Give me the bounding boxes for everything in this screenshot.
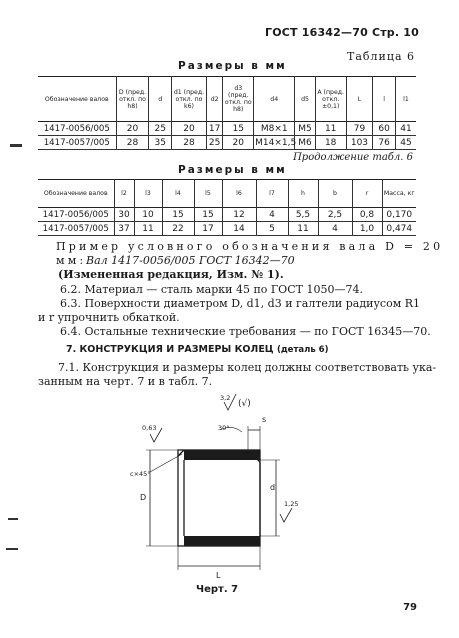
dimensions-table-1 (38, 76, 416, 150)
paragraph-6-4: 6.4. Остальные технические требования — по ГОСТ 16345—70. (60, 325, 431, 338)
table-header: d5 (295, 77, 316, 122)
paragraph-7-1-cont: занным на черт. 7 и в табл. 7. (38, 375, 213, 388)
table-header: D (пред. откл. по h8) (116, 77, 149, 122)
table-cell: 17 (206, 122, 222, 136)
roughness-main-label: 3,2 (220, 394, 231, 402)
page-header: ГОСТ 16342—70 Стр. 10 (264, 26, 419, 39)
table-header: d2 (206, 77, 222, 122)
table-cell: 1417-0057/005 (38, 136, 116, 150)
table1-caption: Размеры в мм (178, 60, 287, 72)
table-cell: 76 (373, 136, 396, 150)
table-cell: 35 (149, 136, 172, 150)
table-header: l6 (222, 180, 256, 208)
table-header: Масса, кг (382, 180, 416, 208)
table-row (38, 136, 416, 150)
table-header: d1 (пред. откл. по k6) (172, 77, 207, 122)
table-header: l2 (114, 180, 134, 208)
table-cell: M14×1,5 (255, 137, 297, 148)
figure-caption: Черт. 7 (196, 584, 239, 595)
table-cell: 20 (223, 136, 254, 150)
table-cell: 25 (149, 122, 172, 136)
table-header: l1 (395, 77, 416, 122)
table-cell: 79 (346, 122, 373, 136)
table-cell: M6 (295, 136, 316, 150)
table-cell: 22 (162, 222, 194, 236)
table-cell: 41 (395, 122, 416, 136)
scan-mark (6, 548, 18, 550)
dimensions-table-2 (38, 179, 416, 236)
angle-label: 30° (218, 424, 230, 432)
table-header: l4 (162, 180, 194, 208)
amendment-note: (Измененная редакция, Изм. № 1). (58, 268, 284, 281)
chamfer-roughness-label: 0,63 (142, 424, 157, 432)
table-cell: 28 (172, 136, 207, 150)
table-cell: 20 (172, 122, 207, 136)
table-header: l5 (194, 180, 222, 208)
table-cell: 2,5 (318, 208, 352, 222)
table-header: Обозначение валов (43, 190, 108, 197)
paragraph-6-3-cont: и r упрочнить обкаткой. (38, 311, 180, 324)
table-cell: 15 (194, 208, 222, 222)
table-cell: 30 (114, 208, 134, 222)
table-cell: 11 (315, 122, 346, 136)
table-cell: 1,0 (352, 222, 382, 236)
table-cell: 0,8 (352, 208, 382, 222)
table-header: A (пред. откл. ±0,1) (315, 77, 346, 122)
table-cell: 25 (206, 136, 222, 150)
table-cell: 5,5 (288, 208, 318, 222)
table-cell: 103 (346, 136, 373, 150)
dimension-D-label: D (140, 493, 147, 502)
paragraph-7-1: 7.1. Конструкция и размеры колец должны соответствовать ука- (58, 361, 437, 374)
table2-caption: Размеры в мм (178, 164, 287, 176)
scan-mark (10, 144, 22, 147)
table-cell: 28 (116, 136, 149, 150)
table-label: Таблица 6 (347, 50, 415, 63)
paragraph-6-3: 6.3. Поверхности диаметром D, d1, d3 и галтели радиусом R1 (60, 297, 421, 310)
scan-mark (8, 518, 18, 520)
table-cell: 0,170 (382, 208, 416, 222)
table-cell: M8×1 (254, 122, 295, 136)
table-header: d (149, 77, 172, 122)
table-cell: 11 (288, 222, 318, 236)
table-header: r (352, 180, 382, 208)
table-header: h (288, 180, 318, 208)
table-cell: 18 (315, 136, 346, 150)
roughness-inner-label: 1,25 (284, 500, 299, 508)
table-cell: M5 (295, 122, 316, 136)
table-header: b (318, 180, 352, 208)
table-header: d4 (254, 77, 295, 122)
table-cell: 45 (395, 136, 416, 150)
section-7-heading (66, 344, 328, 355)
table-header: Обозначение валов (44, 95, 109, 103)
table-row (38, 222, 416, 236)
section-7-title: 7. КОНСТРУКЦИЯ И РАЗМЕРЫ КОЛЕЦ (66, 344, 274, 355)
table-cell: 4 (256, 208, 288, 222)
dimension-L-label: L (216, 571, 221, 580)
table-header: l3 (134, 180, 162, 208)
chamfer-c-label: c×45° (130, 470, 151, 478)
table-continuation-label: Продолжение табл. 6 (293, 152, 413, 163)
table-row (38, 208, 416, 222)
table-cell: 12 (222, 208, 256, 222)
table-cell: 5 (256, 222, 288, 236)
ring-drawing (120, 390, 340, 582)
table-cell: 37 (114, 222, 134, 236)
table-header: l7 (256, 180, 288, 208)
table-cell: 1417-0056/005 (38, 122, 116, 136)
table-header: d3 (пред. откл. по h8) (223, 77, 254, 122)
paragraph-6-2: 6.2. Материал — сталь марки 45 по ГОСТ 1050—74. (60, 283, 363, 296)
table-header: l (373, 77, 396, 122)
table-cell: 14 (222, 222, 256, 236)
table-cell: 1417-0056/005 (38, 208, 114, 222)
table-cell: 10 (134, 208, 162, 222)
table-cell: 4 (318, 222, 352, 236)
section-7-note: (деталь 6) (276, 345, 329, 355)
table-cell: 1417-0057/005 (38, 222, 114, 236)
example-designation: Вал 1417-0056/005 ГОСТ 16342—70 (86, 254, 295, 267)
dimension-s-label: s (262, 415, 267, 424)
example-line: Пример условного обозначения вала D = 20 мм: (56, 240, 444, 267)
table-cell: 0,474 (382, 222, 416, 236)
table-header: L (346, 77, 373, 122)
page-number: 79 (403, 602, 417, 613)
table-cell: 11 (134, 222, 162, 236)
table-row (38, 122, 416, 136)
table-cell: 15 (162, 208, 194, 222)
table-cell: 60 (373, 122, 396, 136)
table-cell: 15 (223, 122, 254, 136)
table-cell: 17 (194, 222, 222, 236)
roughness-bracket-label: (√) (238, 399, 251, 409)
table-cell: 20 (116, 122, 149, 136)
dimension-d-label: d (270, 483, 276, 492)
